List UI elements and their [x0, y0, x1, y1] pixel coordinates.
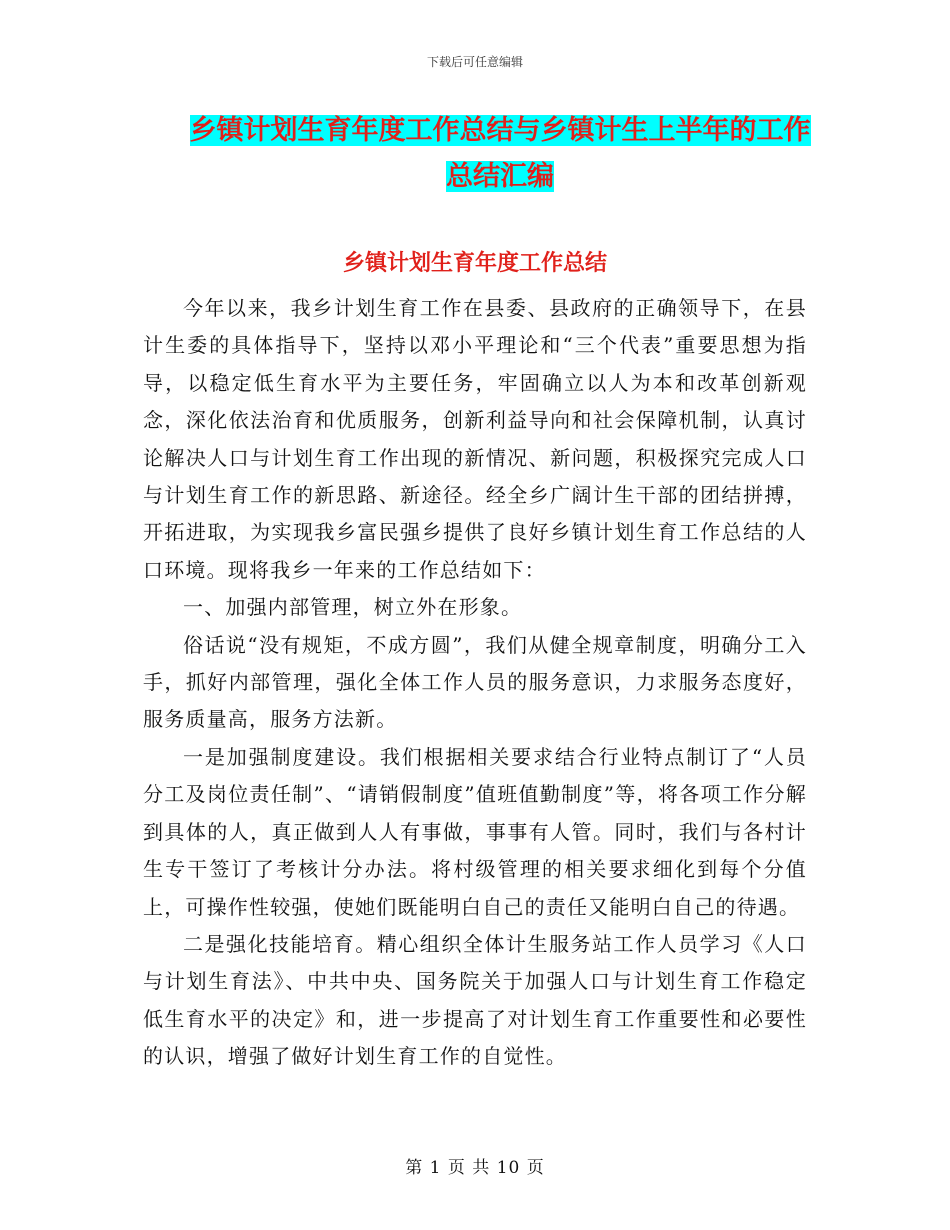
- paragraph: 今年以来，我乡计划生育工作在县委、县政府的正确领导下，在县计生委的具体指导下，坚持以邓小平理论和“三个代表”重要思想为指导，以稳定低生育水平为主要任务，牢固确立以人为本和改革创新观念，深化依法治育和优质服务，创新利益导向和社会保障机制，认真讨论解决人口与计划生育工作出现的新情况、新问题，积极探究完成人口与计划生育工作的新思路、新途径。经全乡广阔计生干部的团结拼搏，开拓进取，为实现我乡富民强乡提供了良好乡镇计划生育工作总结的人口环境。现将我乡一年来的工作总结如下：: [143, 296, 807, 582]
- paragraph: 一是加强制度建设。我们根据相关要求结合行业特点制订了“人员分工及岗位责任制”、“请销假制度”值班值勤制度”等，将各项工作分解到具体的人，真正做到人人有事做，事事有人管。同时，我们与各村计生专干签订了考核计分办法。将村级管理的相关要求细化到每个分值上，可操作性较强，使她们既能明白自己的责任又能明白自己的待遇。: [143, 744, 807, 919]
- paragraph: 俗话说“没有规矩，不成方圆”，我们从健全规章制度，明确分工入手，抓好内部管理，强化全体工作人员的服务意识，力求服务态度好，服务质量高，服务方法新。: [143, 632, 807, 732]
- body-text: [143, 290, 807, 1076]
- header-note: 下载后可任意编辑: [426, 55, 523, 69]
- page-footer: 第 1 页 共 10 页: [405, 1158, 545, 1178]
- document-title-line-1: 乡镇计划生育年度工作总结与乡镇计生上半年的工作: [189, 115, 811, 146]
- section-title: 乡镇计划生育年度工作总结: [342, 251, 607, 276]
- document-title: [180, 108, 820, 200]
- paragraph: 二是强化技能培育。精心组织全体计生服务站工作人员学习《人口与计划生育法》、中共中央、国务院关于加强人口与计划生育工作稳定低生育水平的决定》和，进一步提高了对计划生育工作重要性和必要性的认识，增强了做好计划生育工作的自觉性。: [143, 931, 807, 1069]
- document-title-line-2: 总结汇编: [446, 161, 554, 192]
- paragraph: 一、加强内部管理，树立外在形象。: [183, 595, 523, 620]
